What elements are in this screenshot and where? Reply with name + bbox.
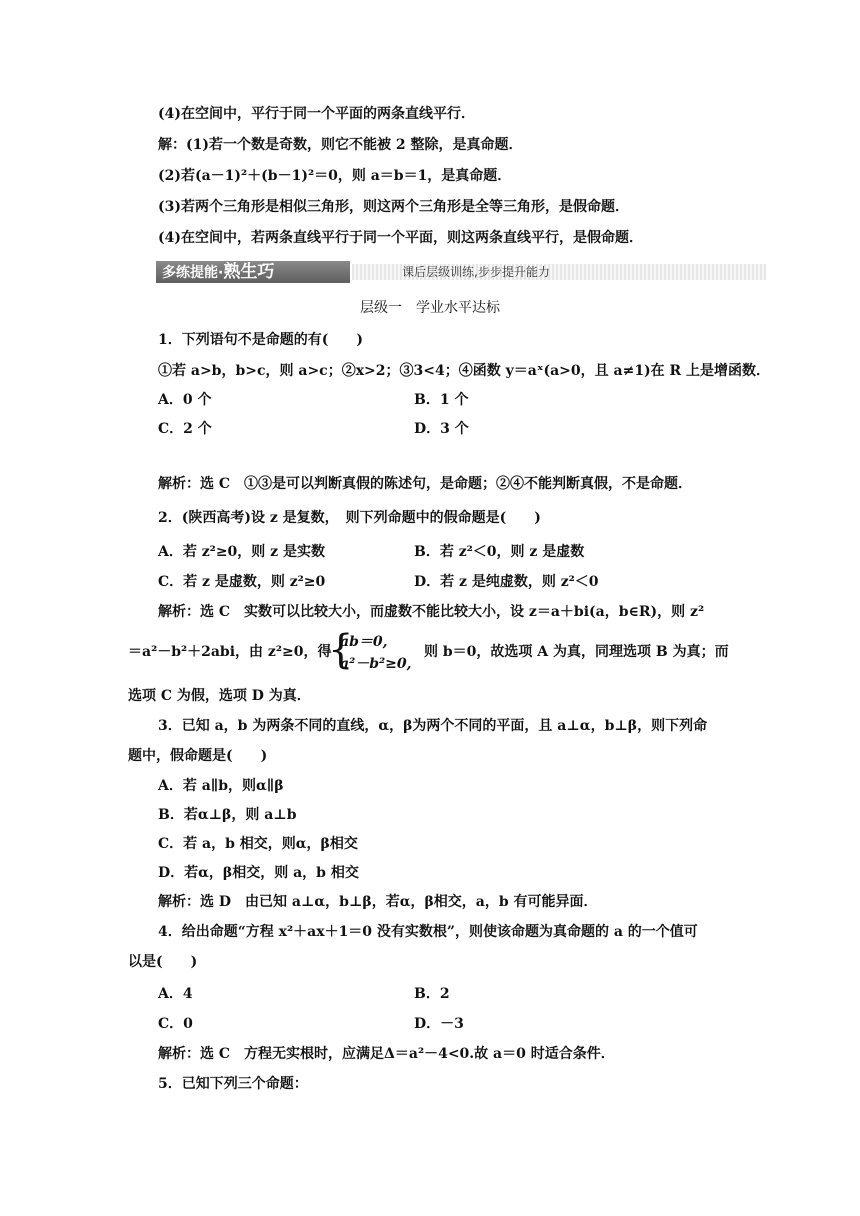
option-c: C．若 a，b 相交，则α，β相交 [158, 836, 358, 852]
option-d: D．－3 [414, 1016, 464, 1032]
analysis-continued: 选项 C 为假，选项 D 为真． [128, 688, 311, 704]
question-stem: 4．给出命题“方程 x²＋ax＋1＝0 没有实数根”，则使该命题为真命题的 a 的一个值可 [158, 924, 698, 940]
question-stem: 2．(陕西高考)设 z 是复数， 则下列命题中的假命题是( ) [158, 510, 541, 526]
option-d: D．若 z 是纯虚数，则 z²＜0 [414, 574, 599, 590]
banner-title [156, 261, 350, 283]
option-c: C．若 z 是虚数，则 z²≥0 [158, 574, 326, 590]
question-stem: 1．下列语句不是命题的有( ) [158, 332, 363, 348]
option-c: C．0 [158, 1016, 193, 1032]
option-a: A．0 个 [158, 392, 212, 408]
option-a: A．4 [158, 986, 193, 1002]
question-stem: 3．已知 a，b 为两条不同的直线，α，β为两个不同的平面，且 a⊥α，b⊥β，则下列命 [158, 718, 708, 734]
solution-line: (2)若(a－1)²＋(b－1)²＝0，则 a＝b＝1，是真命题． [158, 168, 512, 184]
option-d: D．3 个 [414, 421, 469, 437]
banner-subtitle: 课后层级训练,步步提升能力 [352, 264, 766, 280]
option-b: B．若α⊥β，则 a⊥b [158, 807, 297, 823]
question-stem-continued: 题中，假命题是( ) [128, 748, 268, 764]
equation-system-line: a²－b²≥0, [340, 656, 412, 672]
analysis: 解析：选 D 由已知 a⊥α，b⊥β，若α，β相交，a，b 有可能异面． [158, 894, 598, 910]
text-line: (4)在空间中，平行于同一个平面的两条直线平行． [158, 106, 475, 122]
option-d: D．若α，β相交，则 a，b 相交 [158, 865, 359, 881]
solution-line: (3)若两个三角形是相似三角形，则这两个三角形是全等三角形，是假命题． [158, 199, 629, 215]
question-stem-continued: 以是( ) [128, 954, 198, 970]
banner-title-a: 多练提能· [162, 265, 224, 281]
option-c: C．2 个 [158, 421, 212, 437]
option-a: A．若 z²≥0，则 z 是实数 [158, 544, 325, 560]
analysis-continued: 则 b＝0，故选项 A 为真，同理选项 B 为真；而 [424, 644, 729, 660]
option-b: B．1 个 [414, 392, 469, 408]
option-b: B．若 z²＜0，则 z 是虚数 [414, 544, 585, 560]
option-b: B．2 [414, 986, 450, 1002]
analysis: 解析：选 C 实数可以比较大小，而虚数不能比较大小，设 z＝a＋bi(a，b∈R)，则 z² [158, 604, 705, 620]
equation-system-line: ab＝0, [340, 634, 388, 650]
solution-line: (4)在空间中，若两条直线平行于同一个平面，则这两条直线平行，是假命题． [158, 230, 643, 246]
banner-title-b: 熟生巧 [223, 262, 275, 282]
question-stem: 5．已知下列三个命题： [158, 1076, 308, 1092]
analysis-continued: ＝a²－b²＋2abi，由 z²≥0，得 [128, 644, 332, 660]
analysis: 解析：选 C ①③是可以判断真假的陈述句，是命题；②④不能判断真假，不是命题． [158, 476, 693, 492]
section-title: 层级一 学业水平达标 [360, 300, 500, 316]
brace-symbol: { [328, 627, 354, 673]
solution-line: 解：(1)若一个数是奇数，则它不能被 2 整除，是真命题． [158, 137, 523, 153]
section-banner [156, 261, 766, 283]
analysis: 解析：选 C 方程无实根时，应满足Δ＝a²－4<0.故 a＝0 时适合条件． [158, 1046, 615, 1062]
question-items: ①若 a>b，b>c，则 a>c；②x>2；③3<4；④函数 y＝aˣ(a>0，且 a≠1)在 R 上是增函数． [158, 363, 771, 379]
option-a: A．若 a∥b，则α∥β [158, 778, 284, 794]
